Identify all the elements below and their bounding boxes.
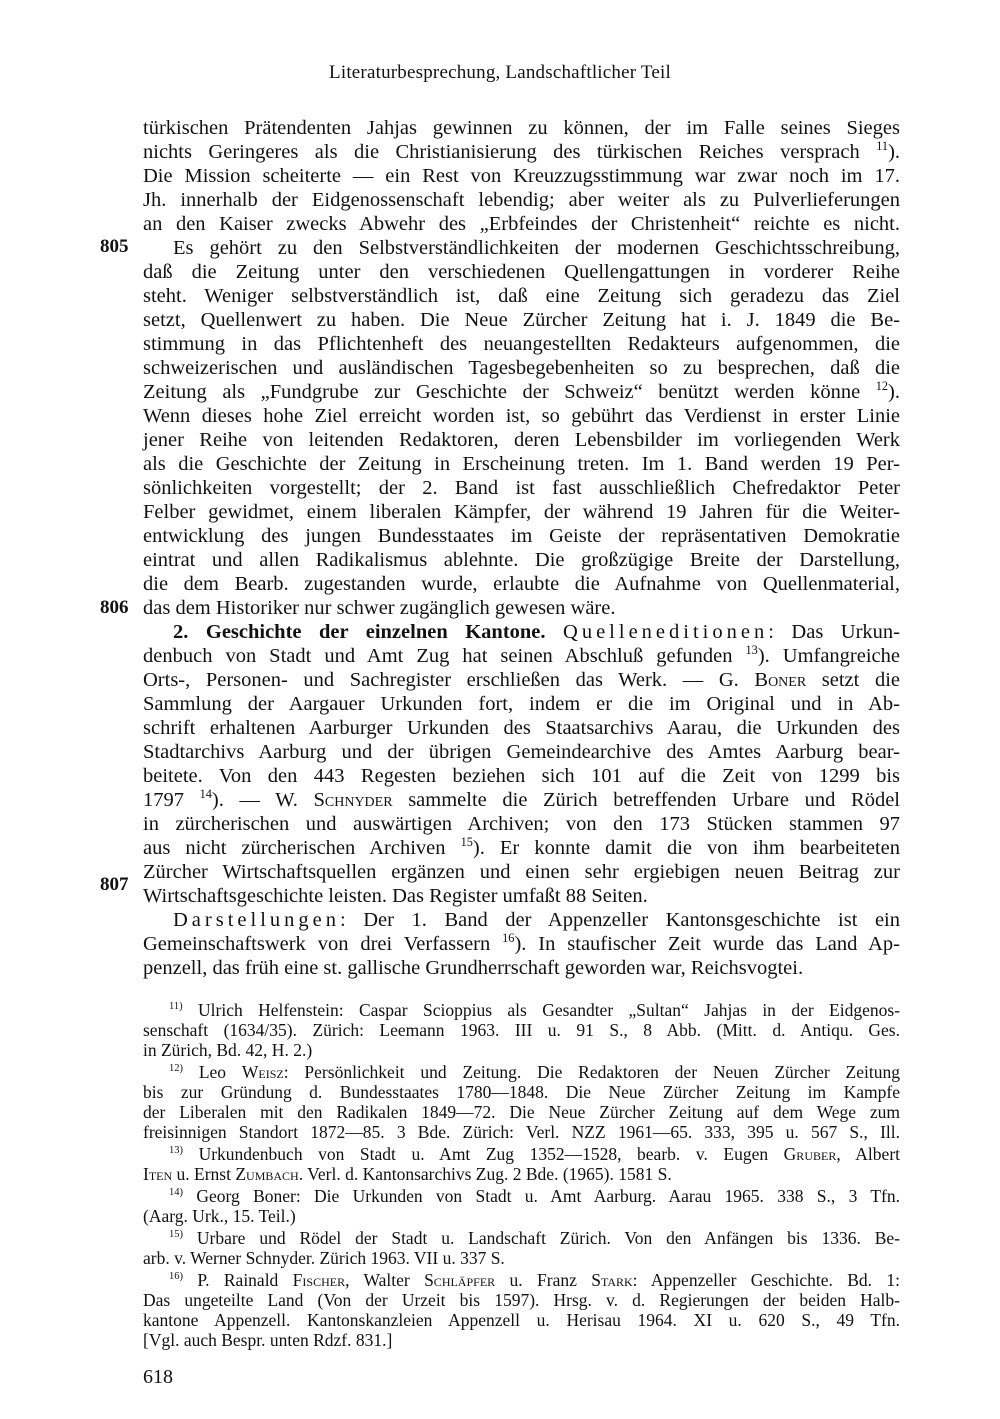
body-line: aus nicht zürcherischen Archiven $^{15}$). Er konnte damit die von ihm bearbeiteten <box>143 835 900 859</box>
body-line: Sammlung der Aargauer Urkunden fort, indem er die im Original und in Ab- <box>143 693 900 715</box>
author-name: Schnyder <box>313 789 393 811</box>
body-line: penzell, das früh eine st. gallische Grundherrschaft geworden war, Reichsvogtei. <box>143 957 804 979</box>
author-name: Boner <box>754 669 807 691</box>
margin-number-805: 805 <box>100 236 129 257</box>
footnote-line: in Zürich, Bd. 42, H. 2.) <box>143 1040 313 1060</box>
footnote-line: senschaft (1634/35). Zürich: Leemann 1963. III u. 91 S., 8 Abb. (Mitt. d. Antiqu. Ges. <box>143 1020 900 1040</box>
body-line: schweizerischen und ausländischen Tagesbegebenheiten so zu besprechen, daß die <box>143 357 900 379</box>
page-number: 618 <box>143 1366 173 1388</box>
body-line: in zürcherischen und auswärtigen Archiven; von den 173 Stücken stammen 97 <box>143 813 900 835</box>
body-line: Gemeinschaftswerk von drei Verfassern $^{16}$). In staufischer Zeit wurde das Land Ap- <box>143 931 900 955</box>
body-line: Felber gewidmet, einem liberalen Kämpfer, der während 19 Jahren für die Weiter- <box>143 501 900 523</box>
margin-number-807: 807 <box>100 874 129 895</box>
footnote-12: $^{12)}$ Leo Weisz: Persönlichkeit und Zeitung. Die Redaktoren der Neuen Zürcher Zeitung <box>169 1062 900 1082</box>
footnote-line: kantone Appenzell. Kantonskanzleien Appenzell u. Herisau 1964. XI u. 620 S., 49 Tfn. <box>143 1310 900 1330</box>
body-line: als die Geschichte der Zeitung in Erscheinung treten. Im 1. Band werden 19 Per- <box>143 453 900 475</box>
margin-number-806: 806 <box>100 597 129 618</box>
body-line: beitete. Von den 443 Regesten beziehen sich 101 auf die Zeit von 1299 bis <box>143 765 900 787</box>
footnote-line: bis zur Gründung d. Bundesstaates 1780—1848. Die Neue Zürcher Zeitung im Kampfe <box>143 1082 900 1102</box>
footnote-line: freisinnigen Standort 1872—85. 3 Bde. Zürich: Verl. NZZ 1961—65. 333, 395 u. 567 S., Ill. <box>143 1122 900 1142</box>
body-line: Jh. innerhalb der Eidgenossenschaft lebendig; aber weiter als zu Pulverlieferungen <box>143 189 900 211</box>
running-header: Literaturbesprechung, Landschaftlicher Teil <box>329 62 671 83</box>
footnote-14: $^{14)}$ Georg Boner: Die Urkunden von Stadt u. Amt Aarburg. Aarau 1965. 338 S., 3 Tfn. <box>169 1186 900 1206</box>
body-line: Zeitung als „Fundgrube zur Geschichte der Schweiz“ benützt werden könne $^{12}$). <box>143 379 900 403</box>
body-line: stimmung in das Pflichtenheft des neuangestellten Redakteurs aufgenommen, die <box>143 333 900 355</box>
body-line: 2. Geschichte der einzelnen Kantone. Quelleneditionen: Das Urkun- <box>173 621 900 643</box>
footnote-ref-16: 16 <box>502 931 515 946</box>
body-line: 1797 $^{14}$). — W. Schnyder sammelte die Zürich betreffenden Urbare und Rödel <box>143 787 900 811</box>
footnote-line: [Vgl. auch Bespr. unten Rdzf. 831.] <box>143 1330 393 1350</box>
footnote-ref-13: 13 <box>745 643 758 658</box>
body-line: Die Mission scheiterte — ein Rest von Kreuzzugsstimmung war zwar noch im 17. <box>143 165 900 187</box>
body-line: daß die Zeitung unter den verschiedenen Quellengattungen in vorderer Reihe <box>143 261 900 283</box>
body-line: an den Kaiser zwecks Abwehr des „Erbfeindes der Christenheit“ reichte es nicht. <box>143 213 900 235</box>
body-line: Es gehört zu den Selbstverständlichkeiten der modernen Geschichtsschreibung, <box>173 237 900 259</box>
body-line: setzt, Quellenwert zu haben. Die Neue Zürcher Zeitung hat i. J. 1849 die Be- <box>143 309 900 331</box>
body-line: Zürcher Wirtschaftsquellen ergänzen und einen sehr ergiebigen neuen Beitrag zur <box>143 861 900 883</box>
footnote-line: arb. v. Werner Schnyder. Zürich 1963. VII u. 337 S. <box>143 1248 505 1268</box>
footnote-11: $^{11)}$ Ulrich Helfenstein: Caspar Scioppius als Gesandter „Sultan“ Jahjas in der Eidgenos- <box>169 1000 901 1020</box>
footnote-ref-11: 11 <box>876 139 889 154</box>
footnote-line: Iten u. Ernst Zumbach. Verl. d. Kantonsarchivs Zug. 2 Bde. (1965). 1581 S. <box>143 1164 672 1184</box>
footnote-line: Das ungeteilte Land (Von der Urzeit bis 1597). Hrsg. v. d. Regierungen der beiden Halb- <box>143 1290 900 1310</box>
subsection-heading: Darstellungen <box>173 909 340 931</box>
body-line: türkischen Prätendenten Jahjas gewinnen zu können, der im Falle seines Sieges <box>143 117 900 139</box>
section-heading: 2. Geschichte der einzelnen Kantone. <box>173 621 546 643</box>
body-line: Wenn dieses hohe Ziel erreicht worden ist, so gebührt das Verdienst in erster Linie <box>143 405 900 427</box>
body-line: Darstellungen: Der 1. Band der Appenzeller Kantonsgeschichte ist ein <box>173 909 900 931</box>
body-line: steht. Weniger selbstverständlich ist, daß eine Zeitung sich geradezu das Ziel <box>143 285 900 307</box>
body-line: schrift erhaltenen Aarburger Urkunden des Staatsarchivs Aarau, die Urkunden des <box>143 717 900 739</box>
body-line: das dem Historiker nur schwer zugänglich gewesen wäre. <box>143 597 616 619</box>
body-line: Orts-, Personen- und Sachregister erschließen das Werk. — G. Boner setzt die <box>143 669 900 691</box>
body-line: eintrat und allen Radikalismus ablehnte. Die großzügige Breite der Darstellung, <box>143 549 900 571</box>
body-line: sönlichkeiten vorgestellt; der 2. Band ist fast ausschließlich Chefredaktor Peter <box>143 477 900 499</box>
body-line: denbuch von Stadt und Amt Zug hat seinen Abschluß gefunden $^{13}$). Umfangreiche <box>143 643 901 667</box>
body-line: die dem Bearb. zugestanden wurde, erlaubte die Aufnahme von Quellenmaterial, <box>143 573 900 595</box>
footnote-16: $^{16)}$ P. Rainald Fischer, Walter Schläpfer u. Franz Stark: Appenzeller Geschichte. Bd. 1: <box>169 1270 901 1290</box>
footnote-13: $^{13)}$ Urkundenbuch von Stadt u. Amt Zug 1352—1528, bearb. v. Eugen Gruber, Albert <box>169 1144 901 1164</box>
body-line: Wirtschaftsgeschichte leisten. Das Register umfaßt 88 Seiten. <box>143 885 648 907</box>
subsection-heading: Quelleneditionen <box>563 621 769 643</box>
body-line: jener Reihe von leitenden Redaktoren, deren Lebensbilder im vorliegenden Werk <box>143 429 900 451</box>
footnote-ref-14: 14 <box>199 787 212 802</box>
body-line: Stadtarchivs Aarburg und der übrigen Gemeindearchive des Amtes Aarburg bear- <box>143 741 900 763</box>
footnote-ref-15: 15 <box>460 835 473 850</box>
footnote-15: $^{15)}$ Urbare und Rödel der Stadt u. Landschaft Zürich. Von den Anfängen bis 1336. Be- <box>169 1228 900 1248</box>
body-line: entwicklung des jungen Bundesstaates im Geiste der repräsentativen Demokratie <box>143 525 900 547</box>
footnote-line: (Aarg. Urk., 15. Teil.) <box>143 1206 296 1226</box>
footnote-line: der Liberalen mit den Radikalen 1849—72. Die Neue Zürcher Zeitung auf dem Wege zum <box>143 1102 900 1122</box>
body-line: nichts Geringeres als die Christianisierung des türkischen Reiches versprach $^{11}$). <box>143 139 901 163</box>
footnote-ref-12: 12 <box>875 379 889 394</box>
